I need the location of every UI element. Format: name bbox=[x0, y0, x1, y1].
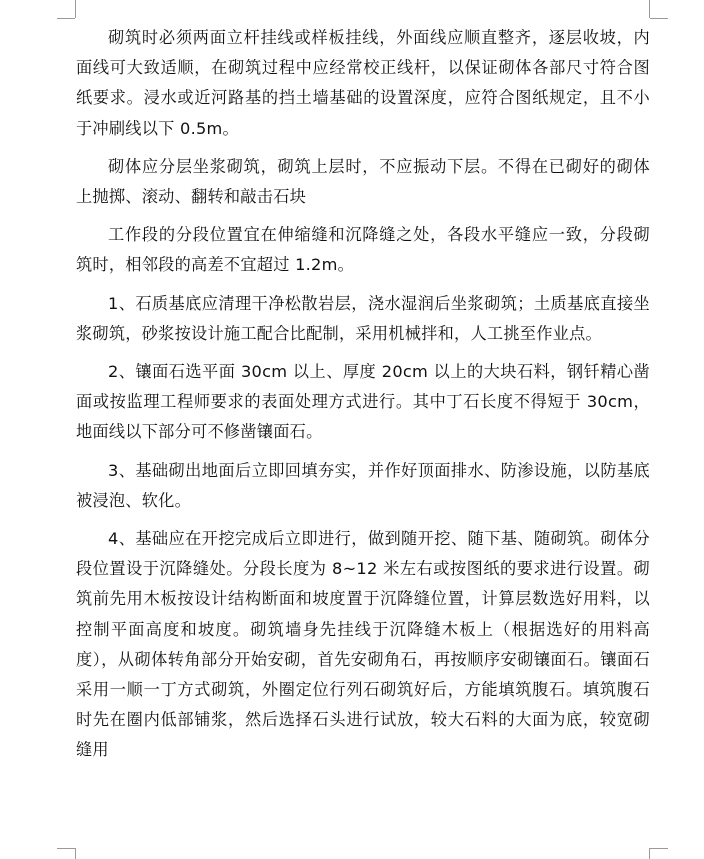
paragraph[interactable]: 砌筑时必须两面立杆挂线或样板挂线，外面线应顺直整齐，逐层收坡，内面线可大致适顺，在砌筑过程中应经常校正线杆，以保证砌体各部尺寸符合图纸要求。浸水或近河路基的挡土墙基础的设置深度，应符合图纸规定，且不小于冲刷线以下 0.5m。 bbox=[76, 28, 650, 138]
crop-mark-top-left bbox=[75, 0, 76, 18]
crop-mark-top-left bbox=[57, 18, 75, 19]
paragraph[interactable]: 4、基础应在开挖完成后立即进行，做到随开挖、随下基、随砌筑。砌体分段位置设于沉降缝处。分段长度为 8~12 米左右或按图纸的要求进行设置。砌筑前先用木板按设计结构断面和坡度置于沉降缝位置，计算层数选好用料，以控制平面高度和坡度。砌筑墙身先挂线于沉降缝木板上（根据选好的用料高度），从砌体转角部分开始安砌，首先安砌角石，再按顺序安砌镶面石。镶面石采用一顺一丁方式砌筑，外圈定位行列石砌筑好后，方能填筑腹石。填筑腹石时先在圈内低部铺浆，然后选择石头进行试放，较大石料的大面为底，较宽砌缝用 bbox=[76, 529, 650, 760]
crop-mark-top-right bbox=[650, 18, 668, 19]
crop-mark-bottom-right bbox=[649, 848, 650, 859]
crop-mark-top-right bbox=[649, 0, 650, 18]
crop-mark-bottom-left bbox=[75, 848, 76, 859]
crop-mark-bottom-right bbox=[650, 848, 668, 849]
document-body[interactable] bbox=[76, 23, 650, 774]
paragraph[interactable]: 砌体应分层坐浆砌筑，砌筑上层时，不应振动下层。不得在已砌好的砌体上抛掷、滚动、翻转和敲击石块 bbox=[76, 156, 650, 207]
paragraph[interactable]: 1、石质基底应清理干净松散岩层，浇水湿润后坐浆砌筑；土质基底直接坐浆砌筑，砂浆按设计施工配合比配制，采用机械拌和，人工挑至作业点。 bbox=[76, 293, 650, 343]
paragraph[interactable]: 工作段的分段位置宜在伸缩缝和沉降缝之处，各段水平缝应一致，分段砌筑时，相邻段的高差不宜超过 1.2m。 bbox=[76, 225, 650, 275]
crop-mark-bottom-left bbox=[57, 848, 75, 849]
paragraph[interactable]: 3、基础砌出地面后立即回填夯实，并作好顶面排水、防渗设施，以防基底被浸泡、软化。 bbox=[76, 460, 650, 510]
paragraph[interactable]: 2、镶面石选平面 30cm 以上、厚度 20cm 以上的大块石料，钢钎精心凿面或按监理工程师要求的表面处理方式进行。其中丁石长度不得短于 30cm，地面线以下部分可不修凿镶面石。 bbox=[76, 362, 650, 442]
